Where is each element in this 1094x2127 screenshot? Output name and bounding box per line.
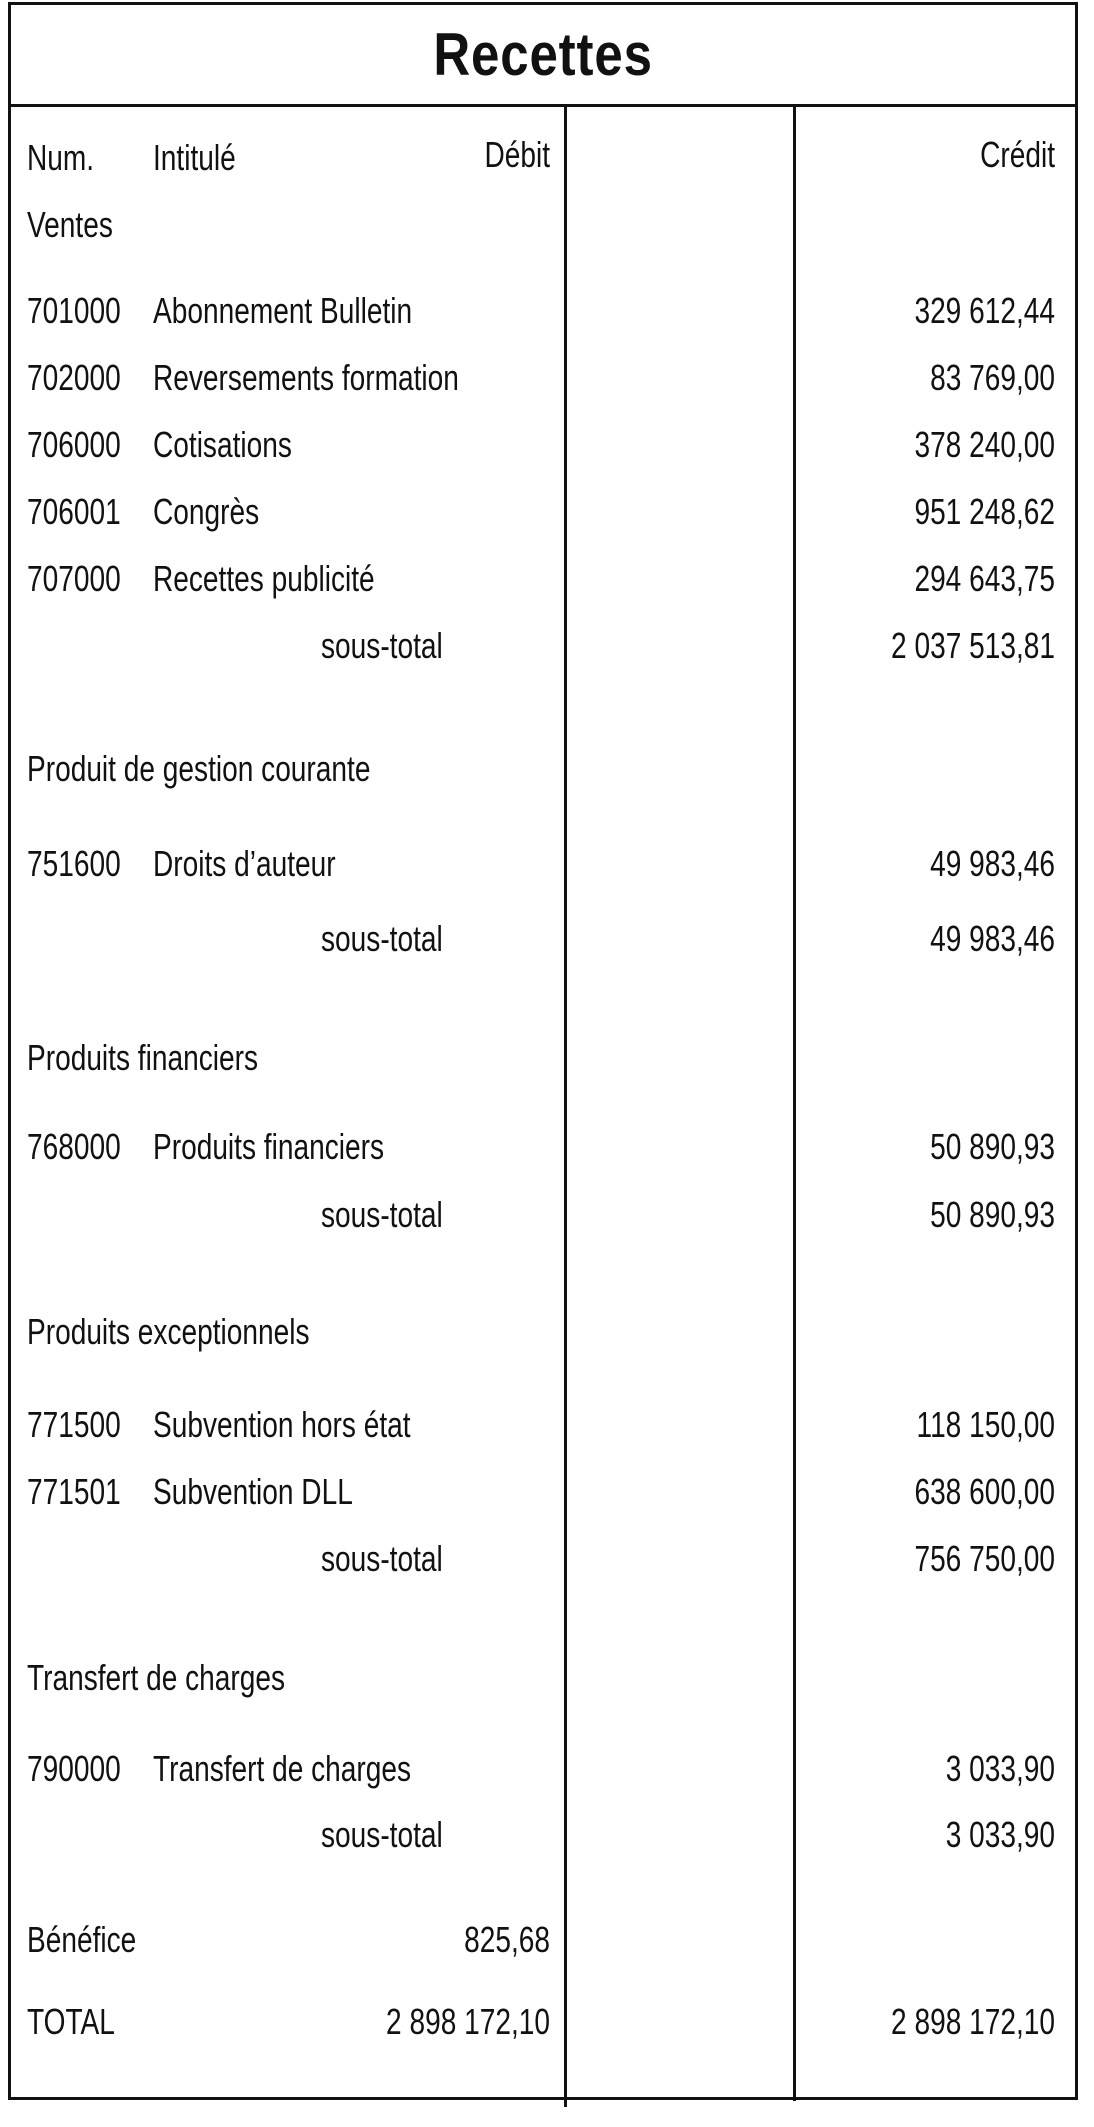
benefice-label: Bénéfice — [27, 1919, 137, 1960]
total-credit: 2 898 172,10 — [891, 2001, 1055, 2042]
account-label: Cotisations — [153, 424, 292, 465]
header-num: Num. — [27, 137, 95, 178]
account-code: 771500 — [27, 1404, 121, 1445]
subtotal-label: sous-total — [321, 625, 443, 666]
account-code: 706000 — [27, 424, 121, 465]
page-title: Recettes — [433, 21, 653, 88]
credit-amount: 638 600,00 — [914, 1471, 1055, 1512]
account-label: Abonnement Bulletin — [153, 290, 413, 331]
subtotal-amount: 2 037 513,81 — [891, 625, 1055, 666]
total-label: TOTAL — [27, 2001, 115, 2042]
title-bar — [11, 5, 1075, 107]
header-debit: Débit — [484, 134, 550, 175]
account-code: 771501 — [27, 1471, 121, 1512]
section-title-produits-financiers: Produits financiers — [27, 1037, 258, 1078]
account-code: 702000 — [27, 357, 121, 398]
subtotal-amount: 49 983,46 — [930, 918, 1055, 959]
credit-amount: 49 983,46 — [930, 843, 1055, 884]
section-title-transfert-de-charges: Transfert de charges — [27, 1657, 286, 1698]
account-label: Reversements formation — [153, 357, 459, 398]
subtotal-amount: 756 750,00 — [914, 1538, 1055, 1579]
account-code: 790000 — [27, 1748, 121, 1789]
credit-amount: 50 890,93 — [930, 1126, 1055, 1167]
account-label: Congrès — [153, 491, 260, 532]
account-code: 707000 — [27, 558, 121, 599]
header-intitule: Intitulé — [153, 137, 236, 178]
account-label: Subvention hors état — [153, 1404, 411, 1445]
credit-amount: 329 612,44 — [914, 290, 1055, 331]
section-title-gestion-courante: Produit de gestion courante — [27, 748, 371, 789]
account-label: Produits financiers — [153, 1126, 384, 1167]
subtotal-label: sous-total — [321, 1538, 443, 1579]
account-code: 706001 — [27, 491, 121, 532]
credit-amount: 118 150,00 — [916, 1404, 1055, 1445]
section-title-produits-exceptionnels: Produits exceptionnels — [27, 1311, 310, 1352]
account-label: Recettes publicité — [153, 558, 375, 599]
subtotal-amount: 50 890,93 — [930, 1194, 1055, 1235]
credit-amount: 951 248,62 — [914, 491, 1055, 532]
section-title-ventes: Ventes — [27, 204, 113, 245]
column-divider-credit — [793, 107, 796, 2101]
account-code: 701000 — [27, 290, 121, 331]
subtotal-label: sous-total — [321, 918, 443, 959]
credit-amount: 3 033,90 — [945, 1748, 1055, 1789]
header-credit: Crédit — [980, 134, 1055, 175]
subtotal-amount: 3 033,90 — [945, 1814, 1055, 1855]
account-label: Droits d’auteur — [153, 843, 336, 884]
account-code: 768000 — [27, 1126, 121, 1167]
subtotal-label: sous-total — [321, 1194, 443, 1235]
credit-amount: 294 643,75 — [914, 558, 1055, 599]
credit-amount: 83 769,00 — [930, 357, 1055, 398]
subtotal-label: sous-total — [321, 1814, 443, 1855]
column-divider-debit — [564, 107, 567, 2107]
account-label: Transfert de charges — [153, 1748, 412, 1789]
account-code: 751600 — [27, 843, 121, 884]
benefice-debit: 825,68 — [464, 1919, 550, 1960]
account-label: Subvention DLL — [153, 1471, 353, 1512]
recettes-table — [8, 2, 1078, 2100]
credit-amount: 378 240,00 — [914, 424, 1055, 465]
total-debit: 2 898 172,10 — [386, 2001, 550, 2042]
